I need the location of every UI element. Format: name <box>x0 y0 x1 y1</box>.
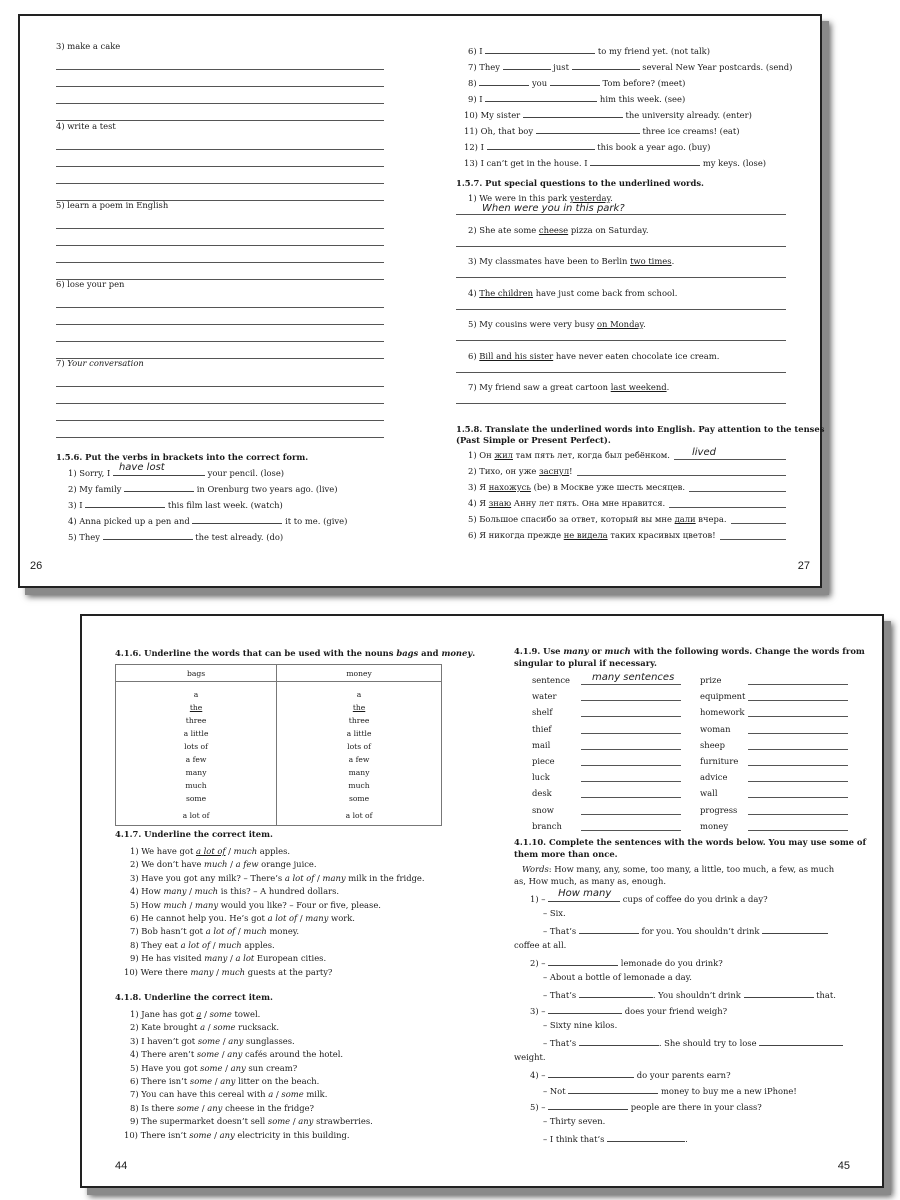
exercise-item: 5) Have you got some / any sun cream? <box>130 1062 298 1073</box>
writing-task-label-italic: Your conversation <box>67 358 144 368</box>
exercise-item: 4) How many / much is this? – A hundred dollars. <box>130 886 340 897</box>
workbook-spread-pages-26-27 <box>18 14 825 588</box>
handwritten-answer: have lost <box>118 462 165 473</box>
words-list-line1: Words: How many, any, some, too many, a little, too much, a few, as much <box>522 864 835 874</box>
underlined-word: cheese <box>538 224 569 235</box>
choice-option[interactable]: any <box>228 1035 244 1046</box>
answer-line[interactable] <box>581 765 681 766</box>
choice-option[interactable]: a <box>200 1022 206 1033</box>
dialogue-5-reply-1: – Thirty seven. <box>543 1116 606 1126</box>
choice-option[interactable]: many <box>190 966 214 977</box>
choice-option[interactable]: much <box>204 859 228 870</box>
word-item: branch <box>532 820 562 831</box>
exercise-item: 1) Он жил там пять лет, когда был ребёнком. <box>468 450 670 460</box>
answer-line[interactable] <box>581 797 681 798</box>
writing-task-label: 7) Your conversation <box>56 358 144 368</box>
word-cell[interactable]: much <box>277 779 442 792</box>
writing-line <box>56 403 384 404</box>
exercise-item: 13) I can’t get in the house. I my keys. (lose) <box>464 158 767 168</box>
dialogue-3-reply-3: weight. <box>514 1052 546 1062</box>
answer-line[interactable] <box>581 700 681 701</box>
exercise-item: 10) Were there many / much guests at the party? <box>124 966 333 977</box>
answer-blank[interactable] <box>113 462 205 476</box>
dialogue-5-reply-2: – I think that’s . <box>543 1134 688 1144</box>
dialogue-3-question: 3) – does your friend weigh? <box>530 1006 728 1016</box>
word-cell[interactable]: three <box>277 714 442 727</box>
handwritten-answer: lived <box>692 447 716 458</box>
exercise-item: 3) My classmates have been to Berlin two times. <box>468 256 675 266</box>
word-cell[interactable]: a <box>116 688 277 701</box>
bags-money-table <box>115 664 442 826</box>
dialogue-1-blank[interactable]: How many <box>548 893 620 902</box>
page-26 <box>20 16 420 586</box>
writing-task-label: 6) lose your pen <box>56 279 125 289</box>
answer-blank[interactable] <box>485 93 597 102</box>
answer-line[interactable] <box>581 733 681 734</box>
exercise-item: 2) Kate brought a / some rucksack. <box>130 1022 280 1033</box>
dialogue-2-question: 2) – lemonade do you drink? <box>530 958 723 968</box>
choice-option[interactable]: much <box>233 846 258 856</box>
dialogue-2-reply-1: – About a bottle of lemonade a day. <box>543 972 692 982</box>
answer-blank[interactable] <box>103 531 193 540</box>
answer-line[interactable] <box>748 830 848 831</box>
word-cell[interactable]: much <box>116 779 277 792</box>
table-row <box>116 740 442 753</box>
underlined-word: two times <box>630 256 672 266</box>
exercise-item: 9) He has visited many / a lot European cities. <box>130 953 327 964</box>
writing-line <box>56 437 384 438</box>
answer-blank[interactable] <box>485 45 595 54</box>
exercise-item: 10) My sister the university already. (enter) <box>464 110 752 120</box>
choice-option[interactable]: any <box>219 1129 235 1140</box>
word-item: luck <box>532 772 550 783</box>
answer-blank[interactable] <box>85 499 165 508</box>
page-number: 44 <box>115 1160 128 1172</box>
exercise-item: 4) The children have just come back from school. <box>468 287 678 298</box>
answer-blank[interactable] <box>550 77 600 86</box>
table-row <box>116 753 442 766</box>
choice-option[interactable]: a lot of <box>195 846 226 856</box>
writing-line <box>56 341 384 342</box>
dialogue-4-reply-1: – Not money to buy me a new iPhone! <box>543 1086 797 1096</box>
writing-line <box>56 324 384 325</box>
writing-line <box>56 386 384 387</box>
writing-line <box>56 103 384 104</box>
exercise-item: 7) Bob hasn’t got a lot of / much money. <box>130 926 300 937</box>
writing-line <box>56 69 384 70</box>
ex-4-1-9-heading-line1: 4.1.9. Use many or much with the following words. Change the words from <box>514 646 865 656</box>
writing-line <box>56 86 384 87</box>
word-item: homework <box>700 707 745 718</box>
page-44 <box>82 616 482 1186</box>
ex-4-1-9-heading-line2: singular to plural if necessary. <box>514 658 657 668</box>
answer-line[interactable] <box>748 700 848 701</box>
word-item: snow <box>532 804 554 815</box>
word-cell[interactable]: a few <box>116 753 277 766</box>
underlined-word: заснул <box>539 466 570 476</box>
answer-blank[interactable] <box>479 77 529 86</box>
answer-line[interactable] <box>689 491 786 492</box>
word-cell[interactable]: many <box>277 766 442 779</box>
answer-line[interactable] <box>456 372 786 373</box>
choice-option[interactable]: some <box>267 1116 291 1127</box>
dialogue-1-reply-3: coffee at all. <box>514 940 567 950</box>
choice-option[interactable]: many <box>305 913 329 923</box>
word-cell[interactable]: lots of <box>277 740 442 753</box>
underlined-word: last weekend <box>610 382 667 392</box>
word-item: prize <box>700 675 722 685</box>
word-cell[interactable]: a lot of <box>277 805 442 826</box>
exercise-item: 2) She ate some cheese pizza on Saturday. <box>468 224 649 235</box>
exercise-item: 6) Я никогда прежде не видела таких красивых цветов! <box>468 530 716 540</box>
answer-line[interactable] <box>674 459 786 460</box>
choice-option[interactable]: much <box>163 899 187 910</box>
answer-blank[interactable] <box>192 515 282 524</box>
choice-option[interactable]: some <box>213 1022 236 1033</box>
word-cell[interactable]: some <box>277 792 442 805</box>
exercise-item: 2) My family in Orenburg two years ago. (live) <box>68 484 338 494</box>
choice-option[interactable]: any <box>298 1116 314 1127</box>
answer-blank[interactable] <box>572 61 640 70</box>
answer-blank[interactable] <box>590 157 700 166</box>
exercise-item: 3) I this film last week. (watch) <box>68 500 283 510</box>
exercise-item: 5) Большое спасибо за ответ, который вы мне дали вчера. <box>468 514 727 524</box>
word-item: desk <box>532 788 552 799</box>
underlined-word: The children <box>479 287 534 298</box>
exercise-item: 7) You can have this cereal with a / some milk. <box>130 1089 328 1100</box>
answer-line[interactable] <box>456 309 786 310</box>
table-row <box>116 727 442 740</box>
answer-line[interactable] <box>720 539 786 540</box>
exercise-item: 9) I him this week. (see) <box>468 94 686 104</box>
answer-blank[interactable] <box>503 61 551 70</box>
answer-line[interactable] <box>748 733 848 734</box>
choice-option[interactable]: much <box>221 966 246 977</box>
exercise-item: 5) They the test already. (do) <box>68 532 284 542</box>
word-cell[interactable]: a few <box>277 753 442 766</box>
exercise-item: 2) We don’t have much / a few orange juice. <box>130 859 317 870</box>
word-cell[interactable]: the <box>116 701 277 714</box>
word-cell[interactable]: a little <box>277 727 442 740</box>
writing-line <box>56 166 384 167</box>
writing-line <box>56 307 384 308</box>
underlined-word: жил <box>494 450 513 460</box>
col-header-bags: bags <box>116 665 277 682</box>
choice-option[interactable]: some <box>196 1049 220 1060</box>
underlined-word: Bill and his sister <box>479 350 554 361</box>
ex-1-5-8-heading-line1: 1.5.8. Translate the underlined words into English. Pay attention to the tenses <box>456 424 825 434</box>
word-item: shelf <box>532 707 553 718</box>
exercise-item: 5) How much / many would you like? – Four or five, please. <box>130 899 381 910</box>
choice-option[interactable]: much <box>194 886 219 897</box>
word-item: advice <box>700 772 728 783</box>
page-number: 45 <box>837 1160 850 1172</box>
ex-4-1-8-heading: 4.1.8. Underline the correct item. <box>115 992 273 1002</box>
choice-option[interactable]: many <box>195 899 219 910</box>
dialogue-1-question: 1) – How many cups of coffee do you drink a day? <box>530 888 768 904</box>
answer-line[interactable] <box>456 277 786 278</box>
underlined-word: знаю <box>488 498 512 508</box>
answer-line[interactable] <box>456 340 786 341</box>
dialogue-5-question: 5) – people are there in your class? <box>530 1102 762 1112</box>
answer-blank[interactable] <box>124 483 194 492</box>
dialogue-3-reply-2: – That’s . She should try to lose <box>543 1037 843 1047</box>
table-row <box>116 779 442 792</box>
choice-option[interactable]: many <box>204 953 228 964</box>
choice-option[interactable]: some <box>176 1102 200 1113</box>
choice-option[interactable]: some <box>197 1035 221 1046</box>
word-item: furniture <box>700 756 739 766</box>
table-row <box>116 805 442 826</box>
word-item: thief <box>532 723 552 734</box>
exercise-item: 4) Anna picked up a pen and it to me. (give) <box>68 516 348 526</box>
ex-1-5-8-heading-line2: (Past Simple or Present Perfect). <box>456 435 611 445</box>
choice-option[interactable]: much <box>243 926 267 937</box>
answer-line[interactable] <box>577 475 786 476</box>
dialogue-3-reply-1: – Sixty nine kilos. <box>543 1020 618 1030</box>
choice-option[interactable]: a lot <box>235 953 255 964</box>
exercise-item: 8) you Tom before? (meet) <box>468 78 686 88</box>
answer-line[interactable] <box>581 684 681 685</box>
choice-option[interactable]: a <box>196 1009 202 1019</box>
exercise-item: 1) Jane has got a / some towel. <box>130 1009 261 1019</box>
word-item: progress <box>700 804 738 815</box>
word-cell[interactable]: many <box>116 766 277 779</box>
underlined-word: нахожусь <box>488 482 531 492</box>
choice-option[interactable]: any <box>227 1049 243 1060</box>
table-row <box>116 701 442 714</box>
writing-line <box>56 245 384 246</box>
exercise-item: 7) My friend saw a great cartoon last weekend. <box>468 382 670 392</box>
choice-option[interactable]: some <box>189 1129 212 1140</box>
word-item: water <box>532 691 557 702</box>
answer-line[interactable] <box>456 214 786 215</box>
choice-option[interactable]: some <box>189 1076 213 1086</box>
word-cell[interactable]: a little <box>116 727 277 740</box>
exercise-item: 4) There aren’t some / any cafés around the hotel. <box>130 1049 344 1060</box>
exercise-item: 6) I to my friend yet. (not talk) <box>468 46 710 56</box>
word-item: sheep <box>700 739 725 750</box>
choice-option[interactable]: many <box>163 886 187 897</box>
writing-line <box>56 262 384 263</box>
handwritten-answer: many sentences <box>592 672 675 683</box>
answer-line[interactable] <box>581 830 681 831</box>
underlined-word: дали <box>674 514 696 524</box>
writing-task-label: 4) write a test <box>56 121 116 131</box>
answer-line[interactable] <box>748 765 848 766</box>
ex-4-1-10-heading-line2: them more than once. <box>514 849 618 859</box>
word-cell[interactable]: a lot of <box>116 805 277 826</box>
answer-line[interactable] <box>456 403 786 404</box>
word-item: piece <box>532 756 555 766</box>
answer-line[interactable] <box>748 781 848 782</box>
answer-line[interactable] <box>748 814 848 815</box>
exercise-item: 2) Тихо, он уже заснул! <box>468 466 573 476</box>
exercise-item: 8) Is there some / any cheese in the fridge? <box>130 1102 315 1113</box>
writing-line <box>56 183 384 184</box>
table-row <box>116 792 442 805</box>
choice-option[interactable]: a lot of <box>180 939 211 950</box>
choice-option[interactable]: a <box>268 1089 274 1100</box>
choice-option[interactable]: any <box>230 1062 246 1073</box>
ex-4-1-10-heading-line1: 4.1.10. Complete the sentences with the words below. You may use some of <box>514 837 867 847</box>
choice-option[interactable]: some <box>209 1009 232 1019</box>
writing-line <box>56 420 384 421</box>
ex-1-5-7-heading: 1.5.7. Put special questions to the underlined words. <box>456 178 704 188</box>
choice-option[interactable]: many <box>322 872 346 883</box>
exercise-item: 6) Bill and his sister have never eaten chocolate ice cream. <box>468 350 720 361</box>
page-number: 26 <box>30 560 43 572</box>
word-item: equipment <box>700 691 746 702</box>
workbook-spread-pages-44-45 <box>80 614 884 1188</box>
exercise-item: 4) Я знаю Анну лет пять. Она мне нравится. <box>468 498 666 508</box>
exercise-item: 5) My cousins were very busy on Monday. <box>468 319 646 329</box>
choice-option[interactable]: a few <box>235 859 259 870</box>
answer-line[interactable] <box>581 749 681 750</box>
answer-line[interactable] <box>581 716 681 717</box>
page-45 <box>482 616 882 1186</box>
page-number: 27 <box>797 560 810 572</box>
page-27 <box>420 16 825 586</box>
word-item: woman <box>700 723 731 734</box>
dialogue-1-reply-2: – That’s for you. You shouldn’t drink <box>543 925 828 935</box>
answer-line[interactable] <box>581 814 681 815</box>
answer-line[interactable] <box>748 684 848 685</box>
word-cell[interactable]: the <box>277 701 442 714</box>
choice-option[interactable]: some <box>281 1089 304 1100</box>
word-cell[interactable]: three <box>116 714 277 727</box>
choice-option[interactable]: much <box>218 939 242 950</box>
choice-option[interactable]: some <box>200 1062 223 1073</box>
table-row <box>116 766 442 779</box>
exercise-item: 8) They eat a lot of / much apples. <box>130 939 275 950</box>
exercise-item: 9) The supermarket doesn’t sell some / any strawberries. <box>130 1116 373 1127</box>
answer-line[interactable] <box>669 507 786 508</box>
word-item: sentence <box>532 675 571 685</box>
underlined-word: on Monday <box>596 319 644 329</box>
table-row <box>116 714 442 727</box>
exercise-item: 1) We have got a lot of / much apples. <box>130 846 291 856</box>
ex-4-1-6-heading: 4.1.6. Underline the words that can be used with the nouns bags and money. <box>115 648 476 658</box>
exercise-item: 12) I this book a year ago. (buy) <box>464 142 711 152</box>
exercise-item: 10) There isn’t some / any electricity in this building. <box>124 1129 350 1140</box>
col-header-money: money <box>277 665 442 682</box>
writing-task-label: 3) make a cake <box>56 41 121 51</box>
exercise-item: 1) We were in this park yesterday. <box>468 193 613 203</box>
choice-option[interactable]: a lot of <box>284 872 315 883</box>
writing-task-label: 5) learn a poem in English <box>56 200 169 210</box>
word-cell[interactable]: lots of <box>116 740 277 753</box>
ex-1-5-6-heading: 1.5.6. Put the verbs in brackets into the correct form. <box>56 452 309 462</box>
exercise-item: 6) There isn’t some / any litter on the beach. <box>130 1076 320 1086</box>
choice-option[interactable]: any <box>220 1076 236 1086</box>
answer-blank[interactable] <box>523 109 623 118</box>
words-list-line2: as, How much, as many as, enough. <box>514 876 667 886</box>
dialogue-2-reply-2: – That’s . You shouldn’t drink that. <box>543 990 836 1000</box>
underlined-word: не видела <box>563 530 608 540</box>
answer-line[interactable] <box>748 749 848 750</box>
word-item: money <box>700 820 729 831</box>
word-cell[interactable]: some <box>116 792 277 805</box>
word-cell[interactable]: a <box>277 688 442 701</box>
table-row <box>116 688 442 701</box>
word-item: mail <box>532 739 551 750</box>
exercise-item: 3) I haven’t got some / any sunglasses. <box>130 1035 295 1046</box>
writing-line <box>56 228 384 229</box>
answer-line[interactable] <box>456 246 786 247</box>
exercise-item: 7) They just several New Year postcards. (send) <box>468 62 793 72</box>
handwritten-answer: When were you in this park? <box>482 203 625 214</box>
writing-line <box>56 149 384 150</box>
exercise-item: 11) Oh, that boy three ice creams! (eat) <box>464 126 740 136</box>
exercise-item: 3) Have you got any milk? – There’s a lot of / many milk in the fridge. <box>130 872 425 883</box>
choice-option[interactable]: any <box>207 1102 223 1113</box>
word-item: wall <box>700 788 718 799</box>
dialogue-4-question: 4) – do your parents earn? <box>530 1070 731 1080</box>
answer-line[interactable] <box>581 781 681 782</box>
choice-option[interactable]: a lot of <box>205 926 236 937</box>
answer-line[interactable] <box>748 797 848 798</box>
answer-line[interactable] <box>748 716 848 717</box>
underlined-word: yesterday <box>569 193 611 203</box>
dialogue-1-reply-1: – Six. <box>543 908 566 918</box>
exercise-item: 1) Sorry, I have lost your pencil. (lose) <box>68 462 285 478</box>
ex-4-1-7-heading: 4.1.7. Underline the correct item. <box>115 829 273 839</box>
answer-blank[interactable] <box>536 125 640 134</box>
answer-blank[interactable] <box>487 141 595 150</box>
choice-option[interactable]: a lot of <box>267 913 298 923</box>
exercise-item: 6) He cannot help you. He’s got a lot of / many work. <box>130 913 355 923</box>
answer-line[interactable] <box>731 523 786 524</box>
exercise-item: 3) Я нахожусь (be) в Москве уже шесть месяцев. <box>468 482 686 492</box>
